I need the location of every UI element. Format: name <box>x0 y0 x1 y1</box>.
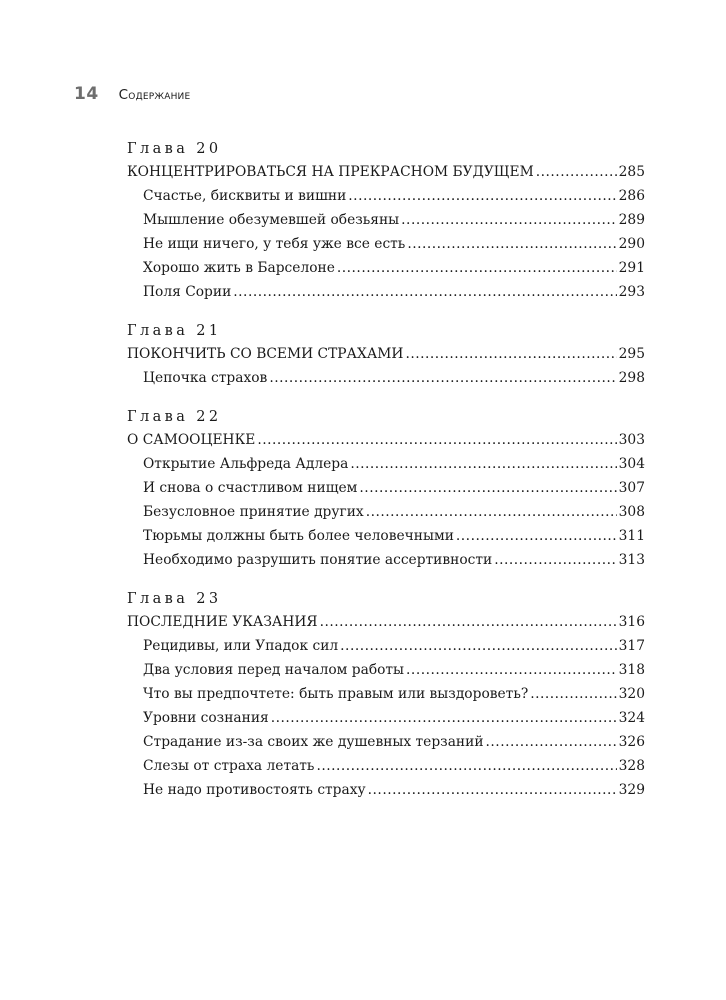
chapter-title-entry <box>127 342 645 366</box>
section-entry <box>127 754 645 778</box>
dot-leader <box>348 184 616 208</box>
page-ref: 326 <box>618 734 645 750</box>
dot-leader <box>233 280 616 304</box>
chapter-title: КОНЦЕНТРИРОВАТЬСЯ НА ПРЕКРАСНОМ БУДУЩЕМ <box>127 164 534 180</box>
dot-leader <box>366 500 617 524</box>
page-ref: 303 <box>618 432 645 448</box>
dot-leader <box>320 610 617 634</box>
section-entry <box>127 706 645 730</box>
dot-leader <box>406 658 617 682</box>
section-title: Тюрьмы должны быть более человечными <box>143 528 454 544</box>
page-ref: 290 <box>618 236 645 252</box>
section-entry <box>127 500 645 524</box>
chapter-label: Глава 20 <box>127 141 222 157</box>
toc-chapter <box>127 588 645 802</box>
section-title: Открытие Альфреда Адлера <box>143 456 349 472</box>
chapter-title: О САМООЦЕНКЕ <box>127 432 256 448</box>
section-title: Поля Сории <box>143 284 232 300</box>
section-title: Слезы от страха летать <box>143 758 315 774</box>
page-ref: 285 <box>618 164 645 180</box>
chapter-label: Глава 22 <box>127 409 222 425</box>
section-entry <box>127 682 645 706</box>
toc-chapter <box>127 406 645 572</box>
chapter-title-entry <box>127 610 645 634</box>
page-ref: 293 <box>618 284 645 300</box>
section-title: Страдание из-за своих же душевных терзаний <box>143 734 484 750</box>
dot-leader <box>407 232 616 256</box>
section-entry <box>127 730 645 754</box>
section-title: Что вы предпочтете: быть правым или выздороветь? <box>143 686 529 702</box>
dot-leader <box>530 682 616 706</box>
page-ref: 291 <box>618 260 645 276</box>
page-ref: 286 <box>618 188 645 204</box>
dot-leader <box>486 730 617 754</box>
page-ref: 320 <box>618 686 645 702</box>
section-entry <box>127 778 645 802</box>
section-entry <box>127 256 645 280</box>
dot-leader <box>368 778 617 802</box>
page-number: 14 <box>74 84 99 104</box>
page-ref: 307 <box>618 480 645 496</box>
section-title: Рецидивы, или Упадок сил <box>143 638 339 654</box>
page-ref: 308 <box>618 504 645 520</box>
page-ref: 324 <box>618 710 645 726</box>
section-entry <box>127 548 645 572</box>
section-entry <box>127 524 645 548</box>
page-ref: 304 <box>618 456 645 472</box>
dot-leader <box>536 160 617 184</box>
dot-leader <box>350 452 616 476</box>
chapter-title-entry <box>127 160 645 184</box>
page-ref: 329 <box>618 782 645 798</box>
chapter-label: Глава 23 <box>127 591 222 607</box>
page-ref: 313 <box>618 552 645 568</box>
dot-leader <box>340 634 616 658</box>
table-of-contents <box>127 138 645 818</box>
section-entry <box>127 232 645 256</box>
section-entry <box>127 476 645 500</box>
section-title: Хорошо жить в Барселоне <box>143 260 335 276</box>
dot-leader <box>359 476 616 500</box>
page-ref: 311 <box>618 528 645 544</box>
chapter-title-entry <box>127 428 645 452</box>
toc-chapter <box>127 138 645 304</box>
section-entry <box>127 366 645 390</box>
dot-leader <box>456 524 617 548</box>
dot-leader <box>257 428 616 452</box>
page-ref: 318 <box>618 662 645 678</box>
chapter-title: ПОКОНЧИТЬ СО ВСЕМИ СТРАХАМИ <box>127 346 404 362</box>
section-title: Не ищи ничего, у тебя уже все есть <box>143 236 406 252</box>
dot-leader <box>269 366 616 390</box>
section-title: Мышление обезумевшей обезьяны <box>143 212 400 228</box>
page-ref: 328 <box>618 758 645 774</box>
section-entry <box>127 452 645 476</box>
page-ref: 317 <box>618 638 645 654</box>
dot-leader <box>316 754 616 778</box>
section-entry <box>127 658 645 682</box>
running-head: Содержание <box>118 87 191 103</box>
chapter-label: Глава 21 <box>127 323 222 339</box>
section-title: Безусловное принятие других <box>143 504 364 520</box>
page-ref: 316 <box>618 614 645 630</box>
section-title: Цепочка страхов <box>143 370 268 386</box>
page-ref: 295 <box>618 346 645 362</box>
section-title: Не надо противостоять страху <box>143 782 366 798</box>
toc-chapter <box>127 320 645 390</box>
dot-leader <box>401 208 616 232</box>
section-title: Счастье, бисквиты и вишни <box>143 188 347 204</box>
section-title: И снова о счастливом нищем <box>143 480 358 496</box>
page-header <box>74 84 190 104</box>
section-title: Два условия перед началом работы <box>143 662 405 678</box>
dot-leader <box>337 256 617 280</box>
chapter-title: ПОСЛЕДНИЕ УКАЗАНИЯ <box>127 614 318 630</box>
section-entry <box>127 208 645 232</box>
page-ref: 289 <box>618 212 645 228</box>
page-ref: 298 <box>618 370 645 386</box>
section-entry <box>127 184 645 208</box>
section-entry <box>127 280 645 304</box>
section-entry <box>127 634 645 658</box>
section-title: Необходимо разрушить понятие ассертивности <box>143 552 493 568</box>
dot-leader <box>271 706 617 730</box>
dot-leader <box>494 548 616 572</box>
section-title: Уровни сознания <box>143 710 269 726</box>
dot-leader <box>405 342 616 366</box>
